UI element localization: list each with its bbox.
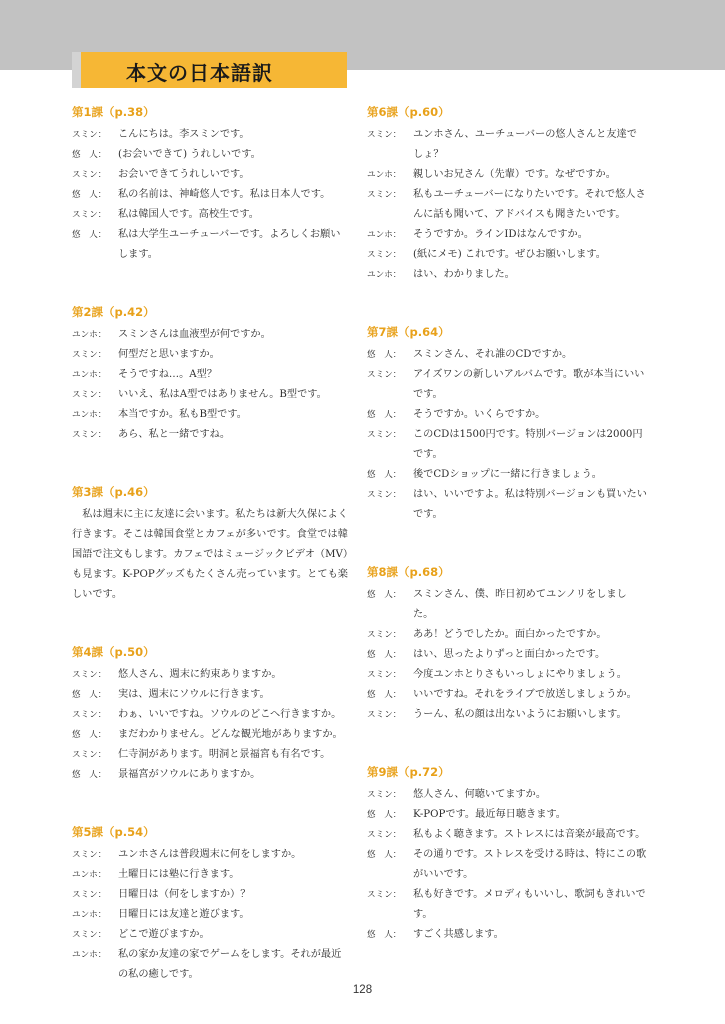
dialogue-text: 仁寺洞があります。明洞と景福宮も有名です。 [118,749,331,760]
lesson-section [72,483,348,605]
lesson-section [367,763,647,945]
lesson-page-ref: （p.54） [103,825,155,839]
dialogue-line [72,865,348,885]
lesson-page-ref: （p.42） [103,305,155,319]
dialogue-line [367,705,647,725]
speaker-name: ユンホ： [367,170,402,180]
speaker-name: ユンホ： [72,330,107,340]
dialogue-text: はい、いいですよ。私は特別バージョンも買いたいです。 [413,489,647,520]
speaker-name: スミン： [72,850,107,860]
dialogue-text: 日曜日には友達と遊びます。 [118,909,250,920]
lesson-section [72,643,348,785]
speaker-name: スミン： [367,890,402,900]
lesson-label: 第1課 [72,105,104,119]
dialogue-line [367,485,647,525]
dialogue-line [367,785,647,805]
dialogue-line [72,725,348,745]
lesson-page-ref: （p.60） [398,105,450,119]
dialogue-text: 悠人さん、何聴いてますか。 [413,789,547,800]
speaker-name: 悠 人： [72,150,107,160]
lesson-heading [72,303,348,321]
lesson-section [367,563,647,725]
dialogue-line [72,945,348,985]
speaker-name: スミン： [72,670,107,680]
dialogue-text: 今度ユンホとりさもいっしょにやりましょう。 [413,669,627,680]
dialogue-text: 私もユーチューバーになりたいです。それで悠人さんに話も聞いて、アドバイスも聞きたいです。 [413,189,646,220]
dialogue-line [367,165,647,185]
dialogue-text: どこで遊びますか。 [118,929,210,940]
lesson-label: 第6課 [367,105,399,119]
lesson-label: 第5課 [72,825,104,839]
dialogue-text: はい、わかりました。 [413,269,515,280]
dialogue-line [367,465,647,485]
dialogue-text: 私の家か友達の家でゲームをします。それが最近の私の癒しです。 [118,949,342,980]
left-column [72,103,348,985]
dialogue-line [72,125,348,145]
speaker-name: 悠 人： [367,930,402,940]
lesson-label: 第9課 [367,765,399,779]
dialogue-text: 景福宮がソウルにありますか。 [118,769,261,780]
dialogue-line [367,265,647,285]
dialogue-line [72,765,348,785]
speaker-name: スミン： [367,830,402,840]
speaker-name: ユンホ： [72,870,107,880]
dialogue-text: スミンさんは血液型が何ですか。 [118,329,271,340]
dialogue-text: そうですね…。A型？ [118,369,218,380]
title-banner [72,52,347,88]
lesson-page-ref: （p.38） [103,105,155,119]
lesson-heading [367,323,647,341]
dialogue-line [72,325,348,345]
lesson-heading [367,103,647,121]
lesson-page-ref: （p.72） [398,765,450,779]
dialogue-line [367,625,647,645]
dialogue-text: そうですか。ラインIDはなんですか。 [413,229,588,240]
lesson-prose: 私は週末に主に友達に会います。私たちは新大久保によく行きます。そこは韓国食堂とカフェが多いです。食堂では韓国語で注文もします。カフェではミュージックビデオ（MV）も見ます。K-POPグッズもたくさん売っています。とても楽しいです。 [72,509,348,600]
dialogue-line [367,925,647,945]
dialogue-line [72,145,348,165]
speaker-name: ユンホ： [72,410,107,420]
dialogue-line [367,845,647,885]
dialogue-line [72,425,348,445]
dialogue-line [72,225,348,265]
dialogue-text: お会いできてうれしいです。 [118,169,250,180]
dialogue-text: うーん、私の顔は出ないようにお願いします。 [413,709,627,720]
dialogue-line [72,685,348,705]
dialogue-line [72,705,348,725]
dialogue-line [367,685,647,705]
speaker-name: ユンホ： [72,950,107,960]
dialogue-text: ああ！どうでしたか。面白かったですか。 [413,629,607,640]
dialogue-text: 私も好きです。メロディもいいし、歌詞もきれいです。 [413,889,646,920]
dialogue-text: 後でCDショップに一緒に行きましょう。 [413,469,602,480]
dialogue-text: 悠人さん、週末に約束ありますか。 [118,669,282,680]
dialogue-line [72,905,348,925]
dialogue-line [72,665,348,685]
speaker-name: スミン： [72,210,107,220]
dialogue-line [72,345,348,365]
speaker-name: 悠 人： [72,190,107,200]
speaker-name: スミン： [72,350,107,360]
dialogue-line [72,165,348,185]
lesson-heading [72,483,348,501]
speaker-name: 悠 人： [72,770,107,780]
lesson-heading [367,763,647,781]
speaker-name: スミン： [72,750,107,760]
dialogue-text: 実は、週末にソウルに行きます。 [118,689,270,700]
dialogue-text: 何型だと思いますか。 [118,349,220,360]
dialogue-text: いいえ、私はA型ではありません。B型です。 [118,389,327,400]
speaker-name: スミン： [367,250,402,260]
dialogue-line [72,365,348,385]
speaker-name: 悠 人： [367,410,402,420]
lesson-heading [367,563,647,581]
dialogue-line [72,185,348,205]
dialogue-text: こんにちは。李スミンです。 [118,129,250,140]
speaker-name: 悠 人： [367,850,402,860]
speaker-name: ユンホ： [72,910,107,920]
dialogue-line [367,225,647,245]
dialogue-line [72,845,348,865]
speaker-name: 悠 人： [72,730,107,740]
lesson-label: 第8課 [367,565,399,579]
dialogue-text: ユンホさん、ユーチューバーの悠人さんと友達でしょ？ [413,129,637,160]
dialogue-text: あら、私と一緒ですね。 [118,429,231,440]
speaker-name: ユンホ： [367,230,402,240]
dialogue-text: はい、思ったよりずっと面白かったです。 [413,649,606,660]
speaker-name: スミン： [72,130,107,140]
lesson-label: 第7課 [367,325,399,339]
dialogue-text: そうですか。いくらですか。 [413,409,546,420]
dialogue-text: スミンさん、僕、昨日初めてユンノリをしました。 [413,589,627,620]
speaker-name: 悠 人： [367,350,402,360]
speaker-name: スミン： [72,170,107,180]
dialogue-text: (紙にメモ) これです。ぜひお願いします。 [413,249,606,260]
dialogue-line [72,205,348,225]
speaker-name: スミン： [72,890,107,900]
dialogue-line [72,745,348,765]
speaker-name: スミン： [72,930,107,940]
lesson-page-ref: （p.64） [398,325,450,339]
lesson-section [72,103,348,265]
dialogue-text: すごく共感します。 [413,929,504,940]
dialogue-line [72,925,348,945]
lesson-section [367,323,647,525]
lesson-label: 第3課 [72,485,104,499]
speaker-name: 悠 人： [367,650,402,660]
speaker-name: スミン： [367,670,402,680]
speaker-name: 悠 人： [367,590,402,600]
dialogue-text: ユンホさんは普段週末に何をしますか。 [118,849,302,860]
lesson-page-ref: （p.46） [103,485,155,499]
speaker-name: スミン： [367,130,402,140]
dialogue-text: 本当ですか。私もB型です。 [118,409,247,420]
speaker-name: スミン： [367,710,402,720]
lesson-page-ref: （p.68） [398,565,450,579]
speaker-name: ユンホ： [367,270,402,280]
dialogue-text: 親しいお兄さん（先輩）です。なぜですか。 [413,169,616,180]
dialogue-text: 私は韓国人です。高校生です。 [118,209,259,220]
speaker-name: 悠 人： [367,470,402,480]
speaker-name: スミン： [367,630,402,640]
dialogue-text: 私もよく聴きます。ストレスには音楽が最高です。 [413,829,646,840]
page-number: 128 [352,984,373,996]
lesson-section [72,823,348,985]
dialogue-line [367,885,647,925]
lesson-heading [72,643,348,661]
dialogue-text: いいですね。それをライブで放送しましょうか。 [413,689,637,700]
page-title: 本文の日本語訳 [126,61,273,85]
dialogue-text: (お会いできて) うれしいです。 [118,149,261,160]
dialogue-line [367,345,647,365]
speaker-name: スミン： [72,710,107,720]
speaker-name: スミン： [367,490,402,500]
lesson-label: 第2課 [72,305,104,319]
speaker-name: スミン： [367,790,402,800]
dialogue-line [367,405,647,425]
dialogue-text: アイズワンの新しいアルバムです。歌が本当にいいです。 [413,369,645,400]
dialogue-line [367,805,647,825]
dialogue-line [367,825,647,845]
speaker-name: 悠 人： [367,690,402,700]
speaker-name: 悠 人： [72,690,107,700]
dialogue-line [367,125,647,165]
dialogue-text: わぁ、いいですね。ソウルのどこへ行きますか。 [118,709,342,720]
lesson-label: 第4課 [72,645,104,659]
speaker-name: スミン： [367,370,402,380]
dialogue-text: K-POPです。最近毎日聴きます。 [413,809,566,820]
right-column [367,103,647,945]
speaker-name: 悠 人： [72,230,107,240]
lesson-page-ref: （p.50） [103,645,155,659]
lesson-heading [72,103,348,121]
dialogue-text: 私は大学生ユーチューバーです。よろしくお願いします。 [118,229,341,260]
lesson-section [72,303,348,445]
dialogue-line [367,185,647,225]
dialogue-text: その通りです。ストレスを受ける時は、特にこの歌がいいです。 [413,849,647,880]
speaker-name: スミン： [367,430,402,440]
dialogue-line [72,885,348,905]
dialogue-line [367,585,647,625]
dialogue-line [72,405,348,425]
dialogue-line [367,245,647,265]
speaker-name: ユンホ： [72,370,107,380]
dialogue-text: 土曜日には塾に行きます。 [118,869,240,880]
dialogue-text: 日曜日は（何をしますか）？ [118,889,251,900]
dialogue-text: スミンさん、それ誰のCDですか。 [413,349,573,360]
speaker-name: スミン： [72,430,107,440]
dialogue-line [367,645,647,665]
dialogue-text: 私の名前は、神崎悠人です。私は日本人です。 [118,189,331,200]
speaker-name: スミン： [367,190,402,200]
dialogue-line [367,425,647,465]
dialogue-line [72,385,348,405]
dialogue-text: このCDは1500円です。特別バージョンは2000円です。 [413,429,643,460]
lesson-section [367,103,647,285]
speaker-name: 悠 人： [367,810,402,820]
dialogue-text: まだわかりません。どんな観光地がありますか。 [118,729,343,740]
speaker-name: スミン： [72,390,107,400]
dialogue-line [367,665,647,685]
dialogue-line [367,365,647,405]
lesson-heading [72,823,348,841]
